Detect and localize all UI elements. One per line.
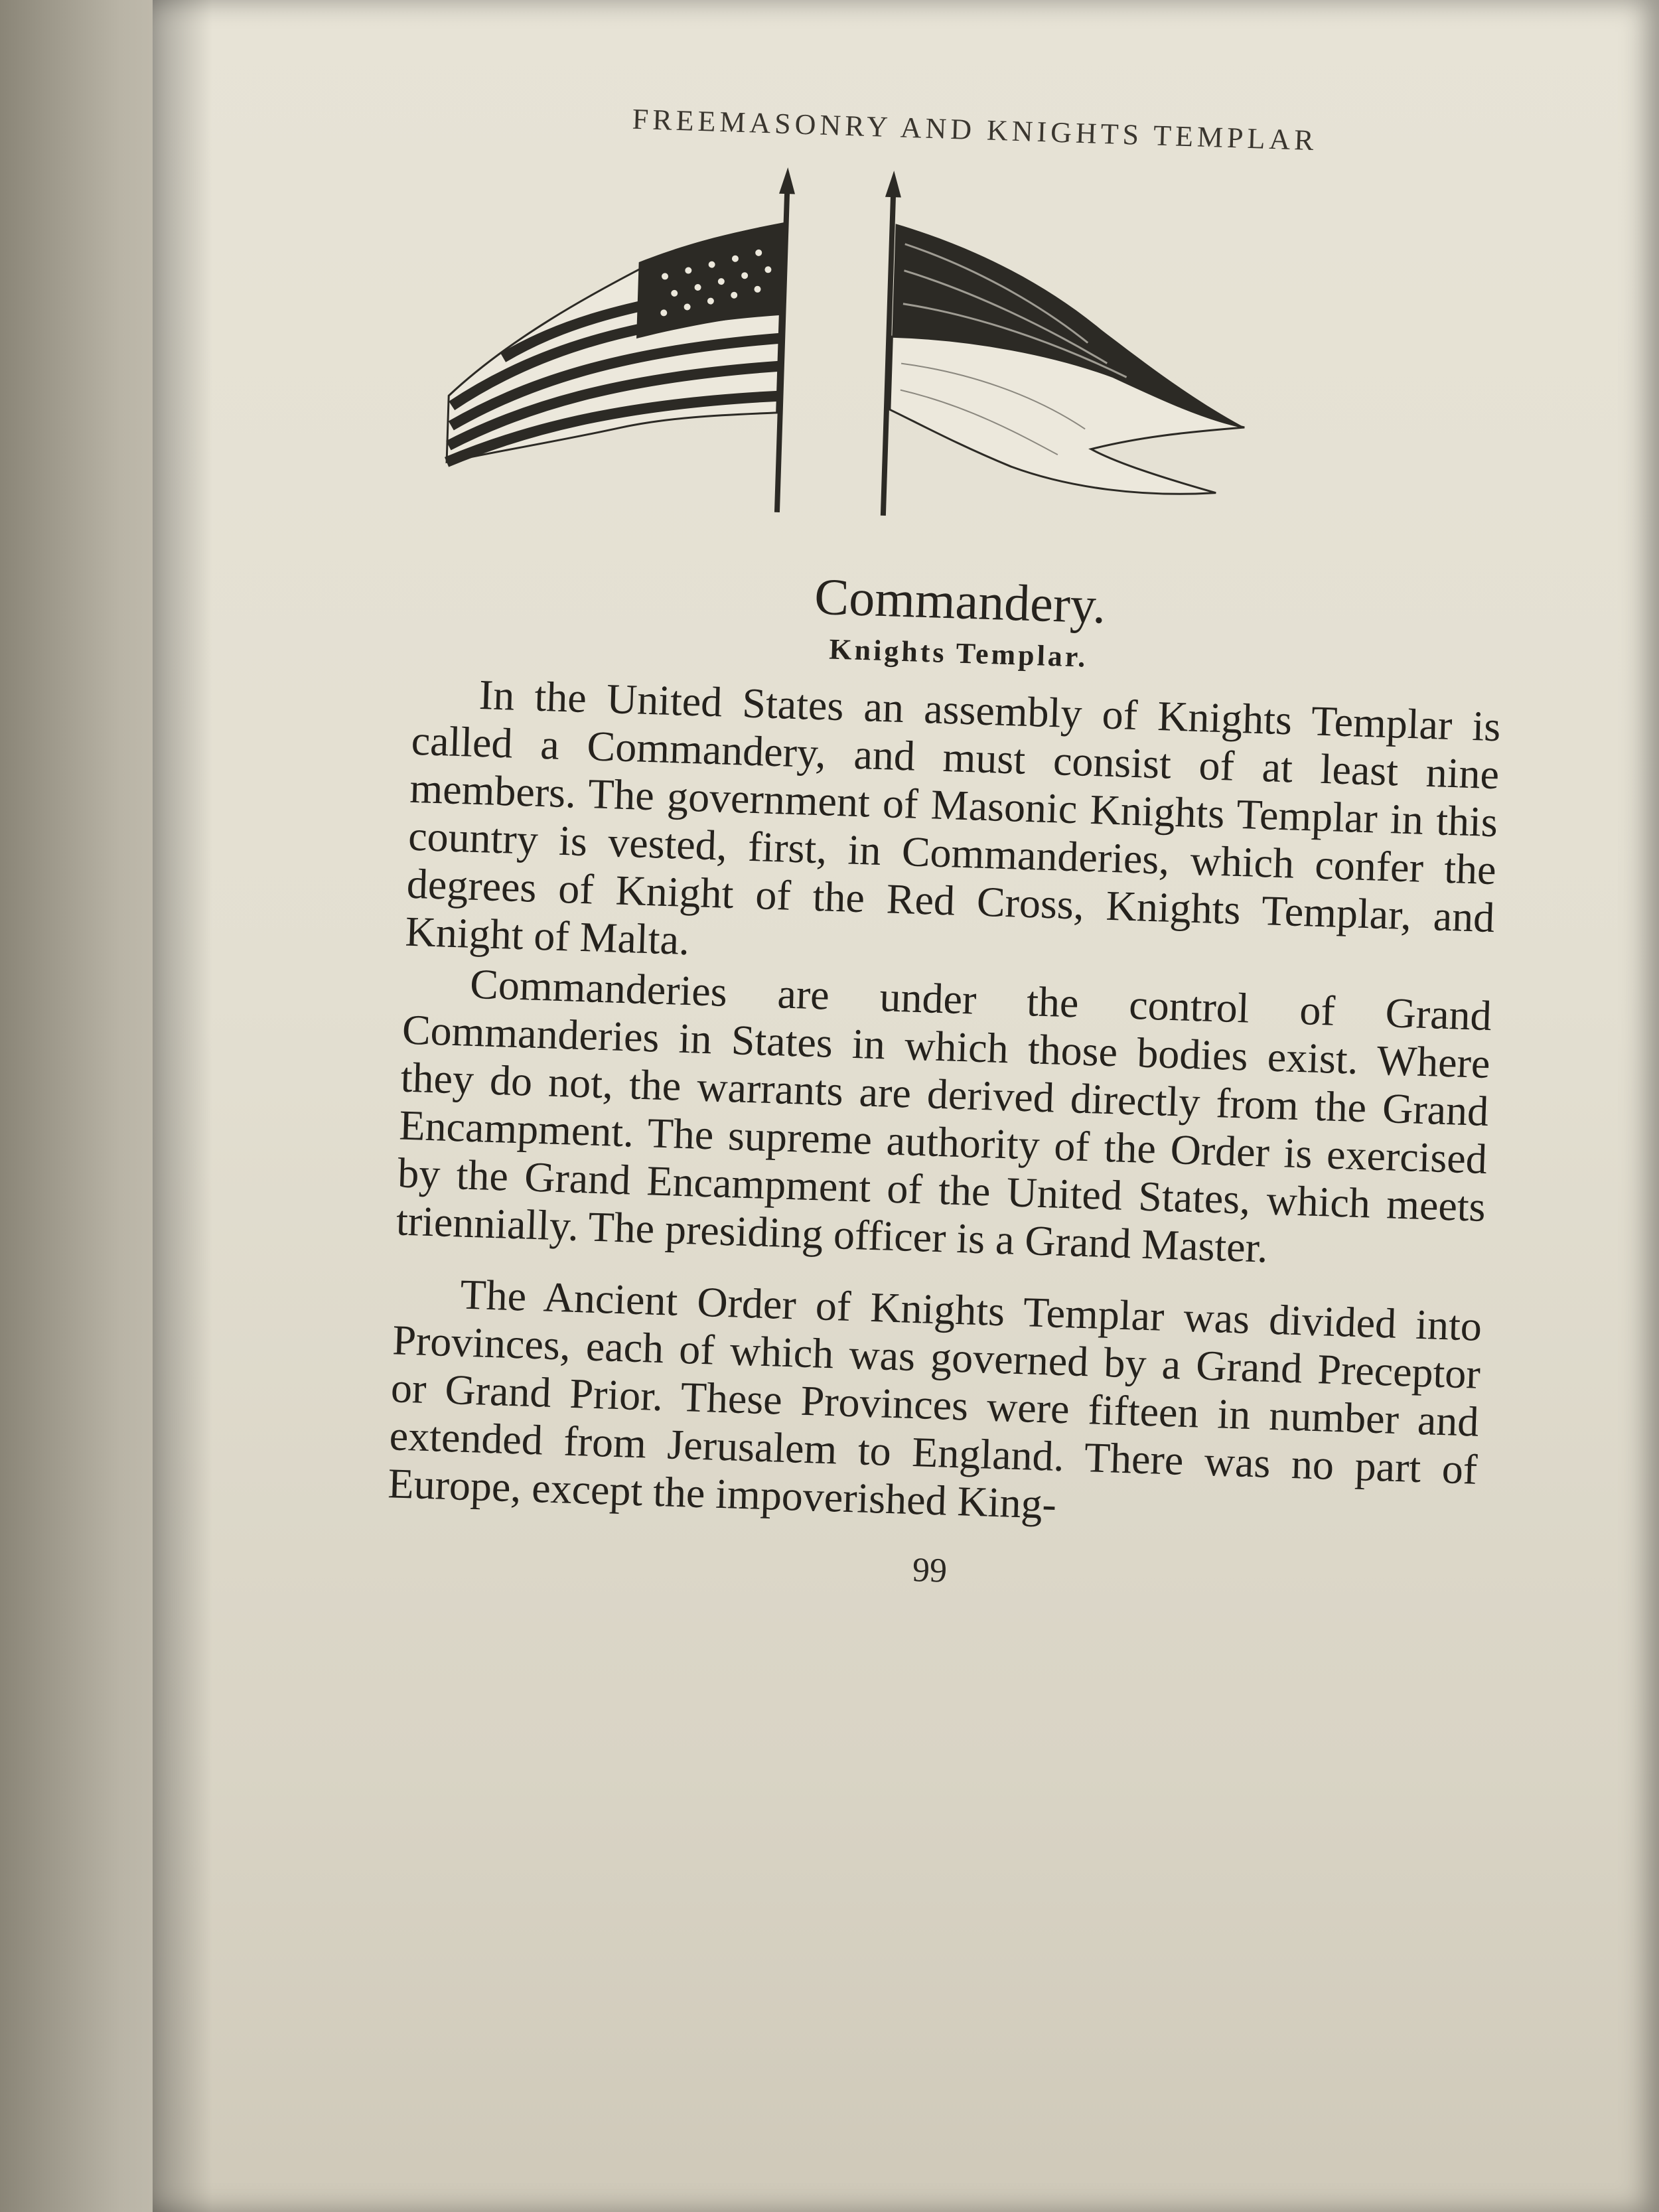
flags-illustration [418,156,1518,561]
paragraph-3: The Ancient Order of Knights Templar was divided into Provinces, each of which was governed by a Grand Preceptor or Grand Prior. These Provinces were fifteen in number and extended from Jerusalem to England. There was no part of Europe, except the impoverished King- [387,1270,1483,1528]
page-gutter-shadow [153,0,212,2212]
us-flag-icon [445,157,796,512]
commandery-banner-icon [875,171,1252,527]
paragraph-2: Commanderies are under the control of Grand Commanderies in States in which those bodies exist. Where they do not, the warrants are derived directly from the Grand Encampment. The supreme authority of the Order is exercised by the Grand Encampment of the United States, which meets triennially. The presiding officer is a Grand Master. [396,960,1492,1272]
paragraph-1: In the United States an assembly of Knights Templar is called a Commandery, and must consist of at least nine members. The government of Masonic Knights Templar in this country is vested, first, in Commanderies, which confer the degrees of Knight of the Red Cross, Knights Templar, and Knight of Malta. [404,670,1502,964]
section-subtitle: Knights Templar. [828,632,1089,674]
page-content [385,96,1519,1607]
page-number: 99 [912,1551,948,1590]
section-title: Commandery. [814,567,1107,634]
book-page [153,0,1659,2212]
running-head: FREEMASONRY AND KNIGHTS TEMPLAR [632,102,1319,157]
